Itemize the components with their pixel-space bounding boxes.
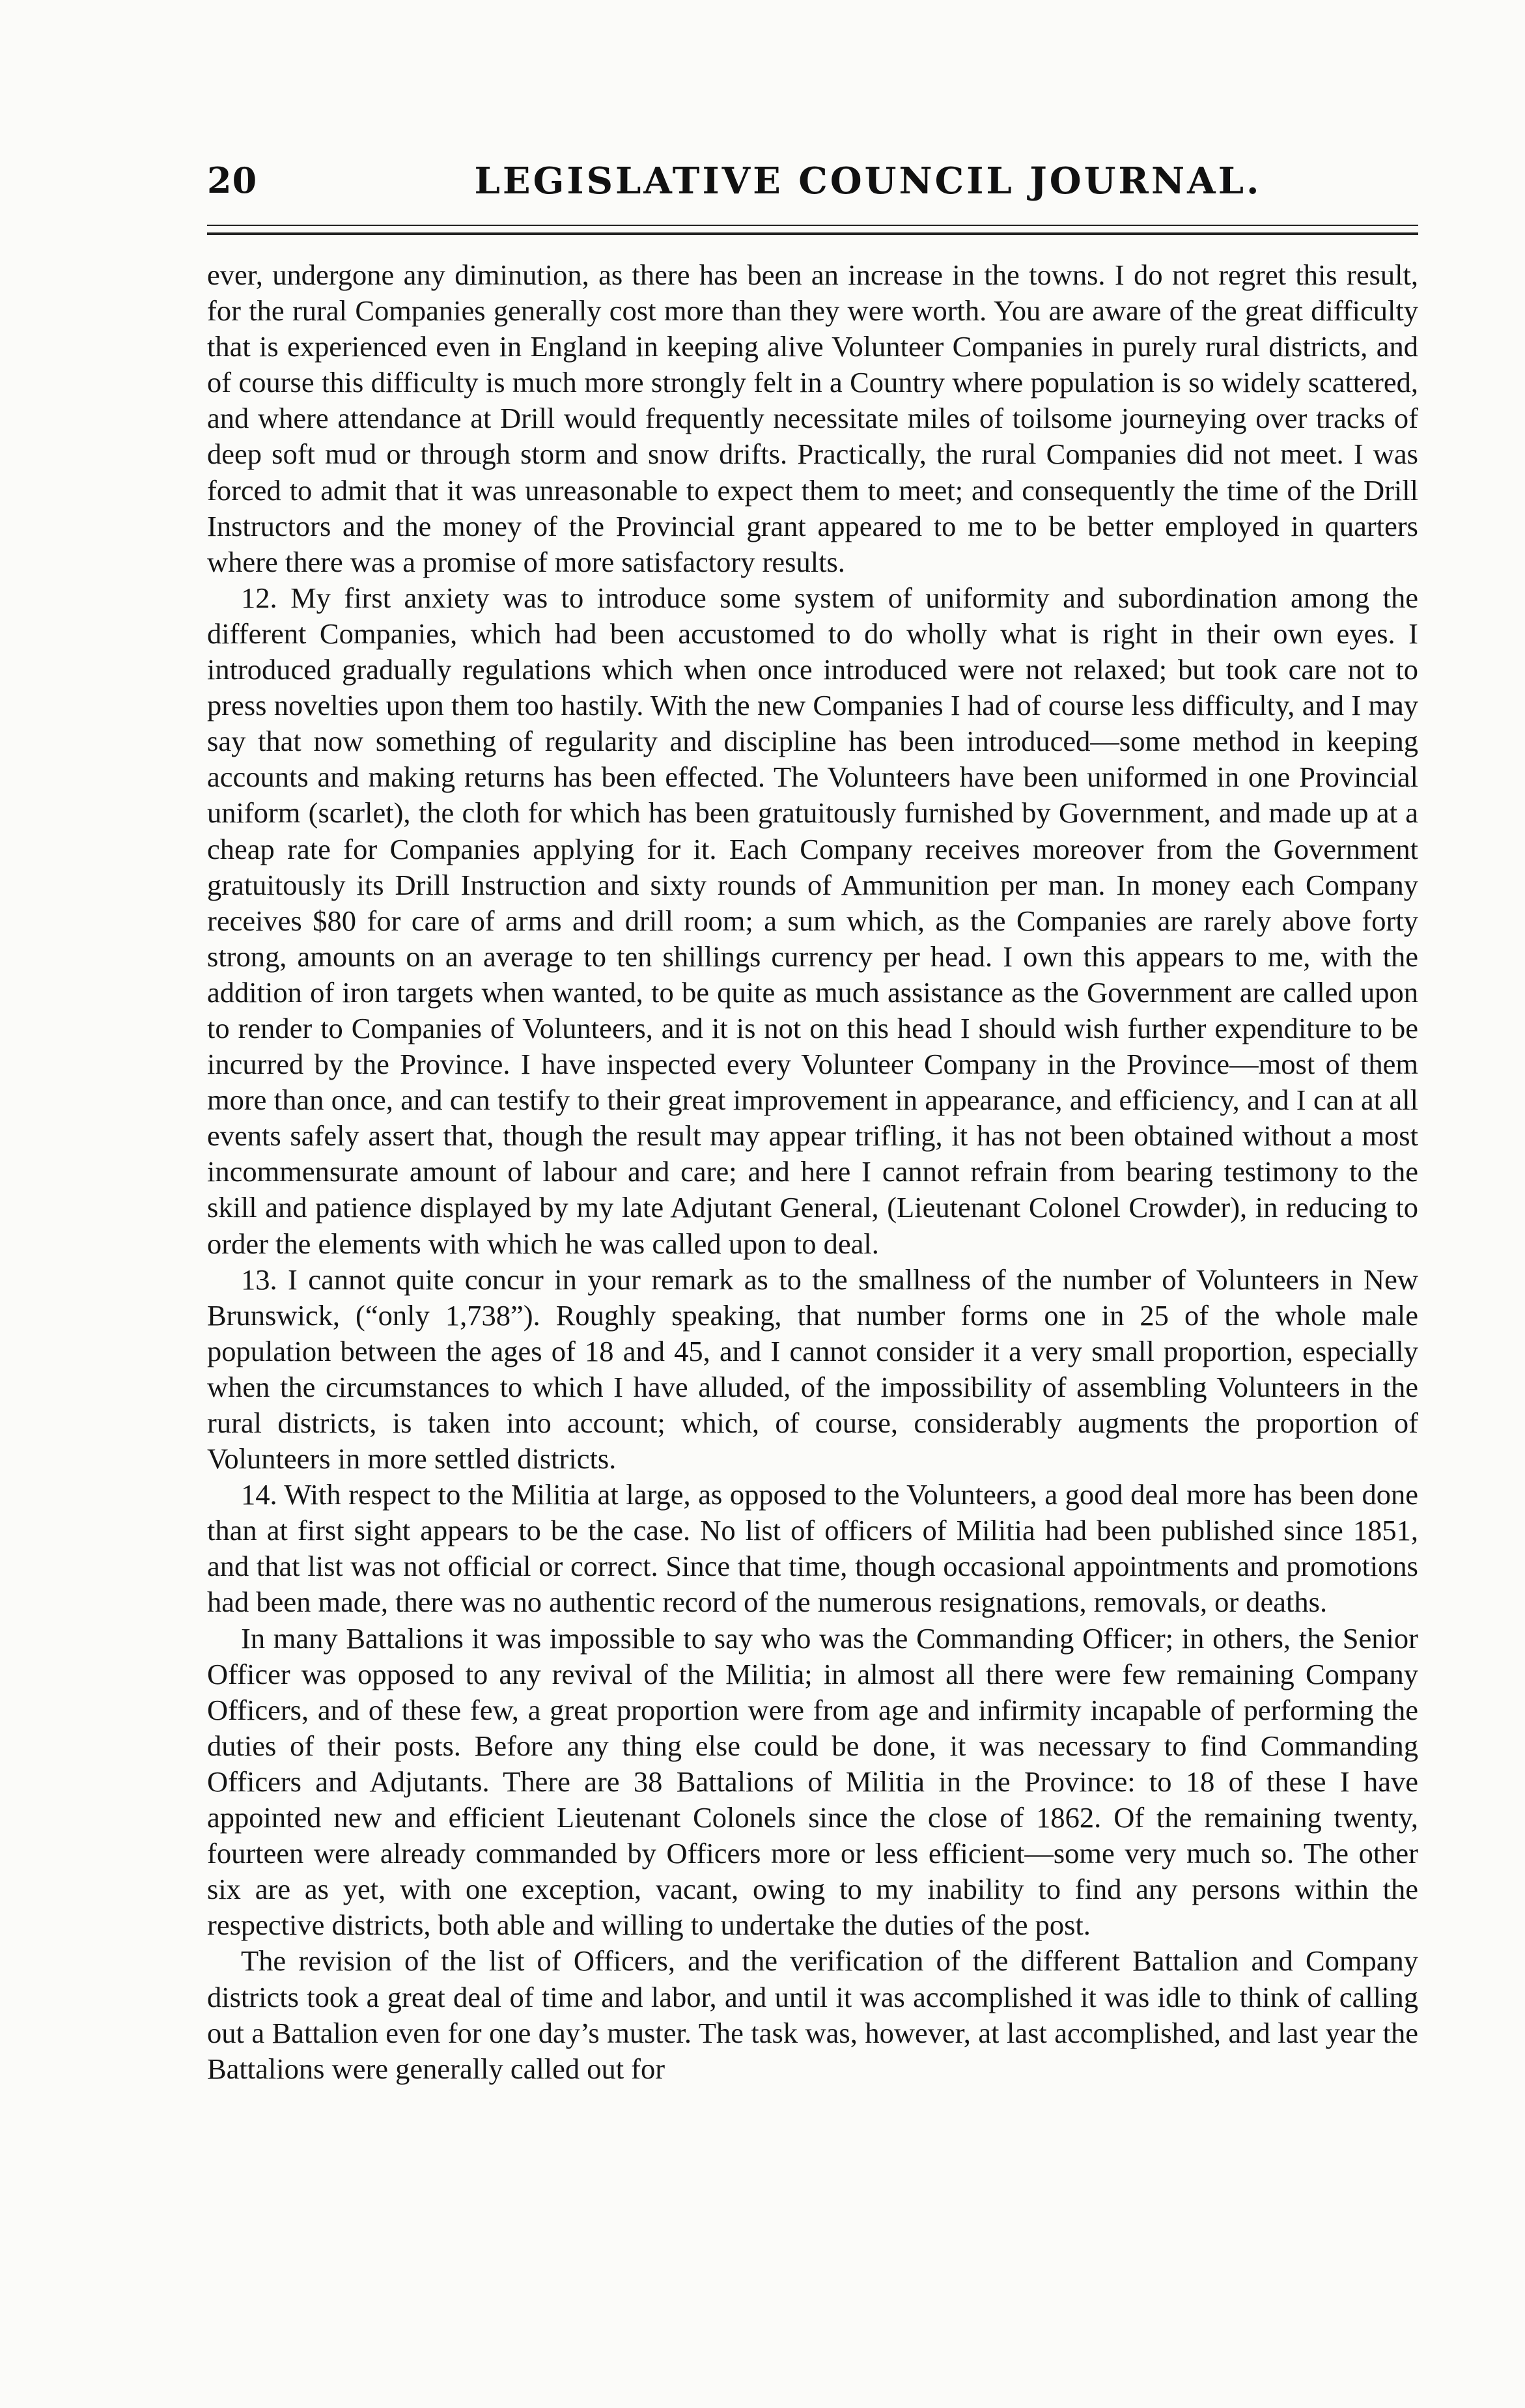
header-double-rule [207, 225, 1418, 235]
page-header [207, 160, 1418, 212]
paragraph-12: 12. My first anxiety was to introduce some system of uniformity and subordination among the different Companies, which had been accustomed to do wholly what is right in their own eyes. I introduced gradually regulations which when once introduced were not relaxed; but took care not to press novelties upon them too hastily. With the new Companies I had of course less difficulty, and I may say that now something of regularity and discipline has been introduced—some method in keeping accounts and making returns has been effected. The Volunteers have been uniformed in one Provincial uniform (scarlet), the cloth for which has been gratuitously furnished by Government, and made up at a cheap rate for Companies applying for it. Each Company receives moreover from the Government gratuitously its Drill Instruction and sixty rounds of Ammunition per man. In money each Company receives $80 for care of arms and drill room; a sum which, as the Companies are rarely above forty strong, amounts on an average to ten shillings currency per head. I own this appears to me, with the addition of iron targets when wanted, to be quite as much assistance as the Government are called upon to render to Companies of Volunteers, and it is not on this head I should wish further expenditure to be incurred by the Province. I have inspected every Volunteer Company in the Province—most of them more than once, and can testify to their great improvement in appearance, and efficiency, and I can at all events safely assert that, though the result may appear trifling, it has not been obtained without a most incommensurate amount of labour and care; and here I cannot refrain from bearing testimony to the skill and patience displayed by my late Adjutant General, (Lieutenant Colonel Crowder), in reducing to order the elements with which he was called upon to deal. [207, 581, 1418, 1260]
paragraph-revision: The revision of the list of Officers, and the verification of the different Battalion and Company districts took a great deal of time and labor, and until it was accomplished it was idle to think of calling out a Battalion even for one day’s muster. The task was, however, at last accomplished, and last year the Battalions were generally called out for [207, 1944, 1418, 2085]
running-title: LEGISLATIVE COUNCIL JOURNAL. [474, 160, 1262, 203]
paragraph-14: 14. With respect to the Militia at large, as opposed to the Volunteers, a good deal more has been done than at first sight appears to be the case. No list of officers of Militia had been published since 1851, and that list was not official or correct. Since that time, though occasional appointments and promotions had been made, there was no authentic record of the numerous resignations, removals, or deaths. [207, 1478, 1418, 1619]
paragraph-continuation: ever, undergone any diminution, as there has been an increase in the towns. I do not regret this result, for the rural Companies generally cost more than they were worth. You are aware of the great difficulty that is experienced even in England in keeping alive Volunteer Companies in purely rural districts, and of course this difficulty is much more strongly felt in a Country where population is so widely scattered, and where attendance at Drill would frequently necessitate miles of toilsome journeying over tracks of deep soft mud or through storm and snow drifts. Practically, the rural Companies did not meet. I was forced to admit that it was unreasonable to expect them to meet; and consequently the time of the Drill Instructors and the money of the Provincial grant appeared to me to be better employed in quarters where there was a promise of more satisfactory results. [207, 259, 1418, 578]
paragraph-13: 13. I cannot quite concur in your remark as to the smallness of the number of Volunteers in New Brunswick, (“only 1,738”). Roughly speaking, that number forms one in 25 of the whole male population between the ages of 18 and 45, and I cannot consider it a very small proportion, especially when the circumstances to which I have alluded, of the impossibility of assembling Volunteers in the rural districts, is taken into account; which, of course, considerably augments the proportion of Volunteers in more settled districts. [207, 1263, 1418, 1476]
page-number: 20 [207, 160, 258, 201]
body-text [207, 257, 1418, 2087]
paragraph-battalions: In many Battalions it was impossible to say who was the Commanding Officer; in others, the Senior Officer was opposed to any revival of the Militia; in almost all there were few remaining Company Officers, and of these few, a great proportion were from age and infirmity incapable of performing the duties of their posts. Before any thing else could be done, it was necessary to find Commanding Officers and Adjutants. There are 38 Battalions of Militia in the Province: to 18 of these I have appointed new and efficient Lieutenant Colonels since the close of 1862. Of the remaining twenty, fourteen were already commanded by Officers more or less efficient—some very much so. The other six are as yet, with one exception, vacant, owing to my inability to find any persons within the respective districts, both able and willing to undertake the duties of the post. [207, 1621, 1418, 1942]
